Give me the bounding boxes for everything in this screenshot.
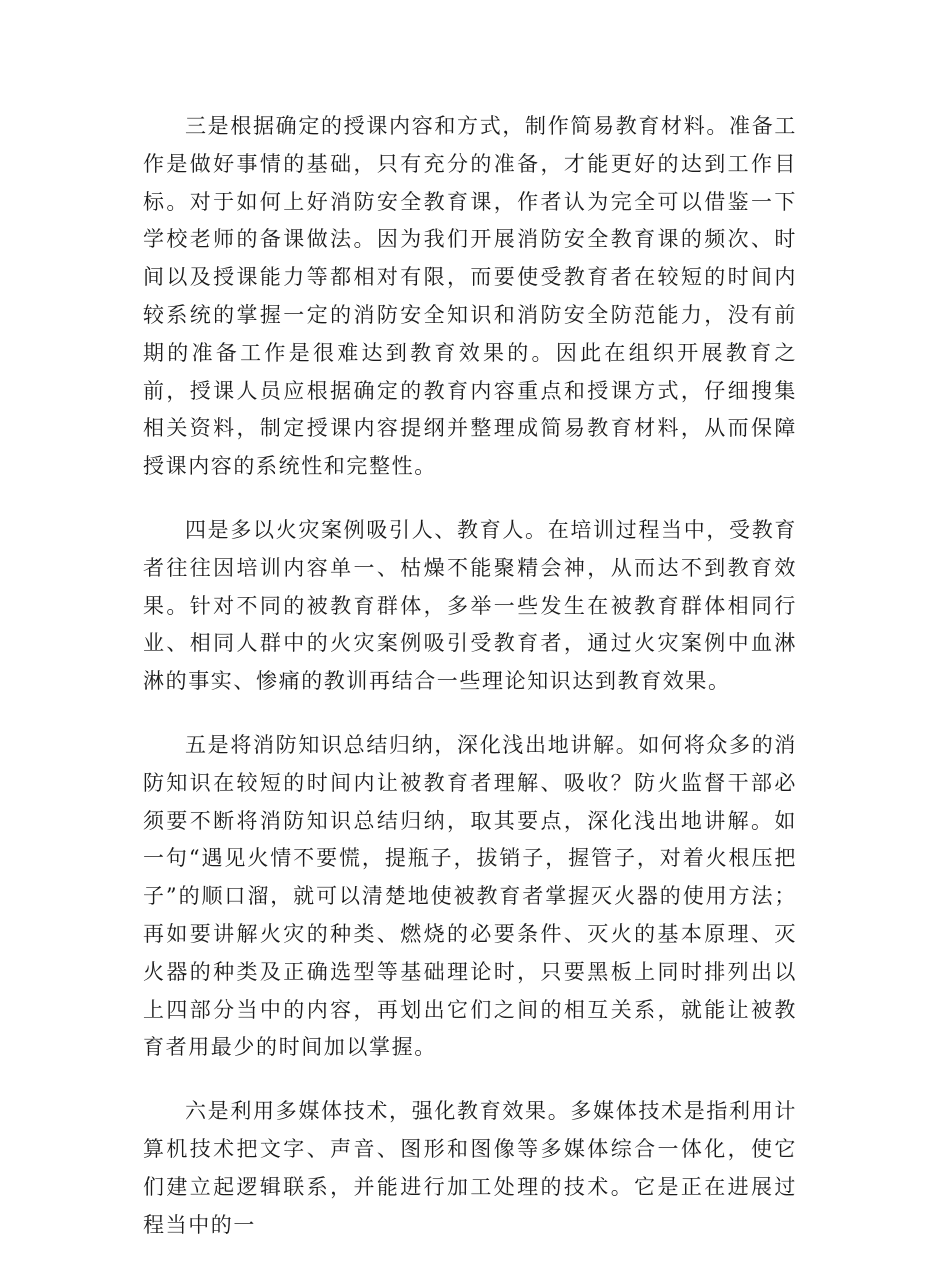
document-body (143, 108, 797, 1270)
paragraph-4: 四是多以火灾案例吸引人、教育人。在培训过程当中，受教育者往往因培训内容单一、枯燥不能聚精会神，从而达不到教育效果。针对不同的被教育群体，多举一些发生在被教育群体相同行业、相同人群中的火灾案例吸引受教育者，通过火灾案例中血淋淋的事实、惨痛的教训再结合一些理论知识达到教育效果。 (143, 517, 797, 694)
paragraph-3: 三是根据确定的授课内容和方式，制作简易教育材料。准备工作是做好事情的基础，只有充分的准备，才能更好的达到工作目标。对于如何上好消防安全教育课，作者认为完全可以借鉴一下学校老师的备课做法。因为我们开展消防安全教育课的频次、时间以及授课能力等都相对有限，而要使受教育者在较短的时间内较系统的掌握一定的消防安全知识和消防安全防范能力，没有前期的准备工作是很难达到教育效果的。因此在组织开展教育之前，授课人员应根据确定的教育内容重点和授课方式，仔细搜集相关资料，制定授课内容提纲并整理成简易教育材料，从而保障授课内容的系统性和完整性。 (143, 114, 797, 479)
paragraph-6: 六是利用多媒体技术，强化教育效果。多媒体技术是指利用计算机技术把文字、声音、图形和图像等多媒体综合一体化，使它们建立起逻辑联系，并能进行加工处理的技术。它是正在进展过程当中的一 (143, 1099, 797, 1237)
paragraph-5: 五是将消防知识总结归纳，深化浅出地讲解。如何将众多的消防知识在较短的时间内让被教育者理解、吸收？防火监督干部必须要不断将消防知识总结归纳，取其要点，深化浅出地讲解。如一句“遇见火情不要慌，提瓶子，拔销子，握管子，对着火根压把子”的顺口溜，就可以清楚地使被教育者掌握灭火器的使用方法；再如要讲解火灾的种类、燃烧的必要条件、灭火的基本原理、灭火器的种类及正确选型等基础理论时，只要黑板上同时排列出以上四部分当中的内容，再划出它们之间的相互关系，就能让被教育者用最少的时间加以掌握。 (143, 732, 797, 1060)
